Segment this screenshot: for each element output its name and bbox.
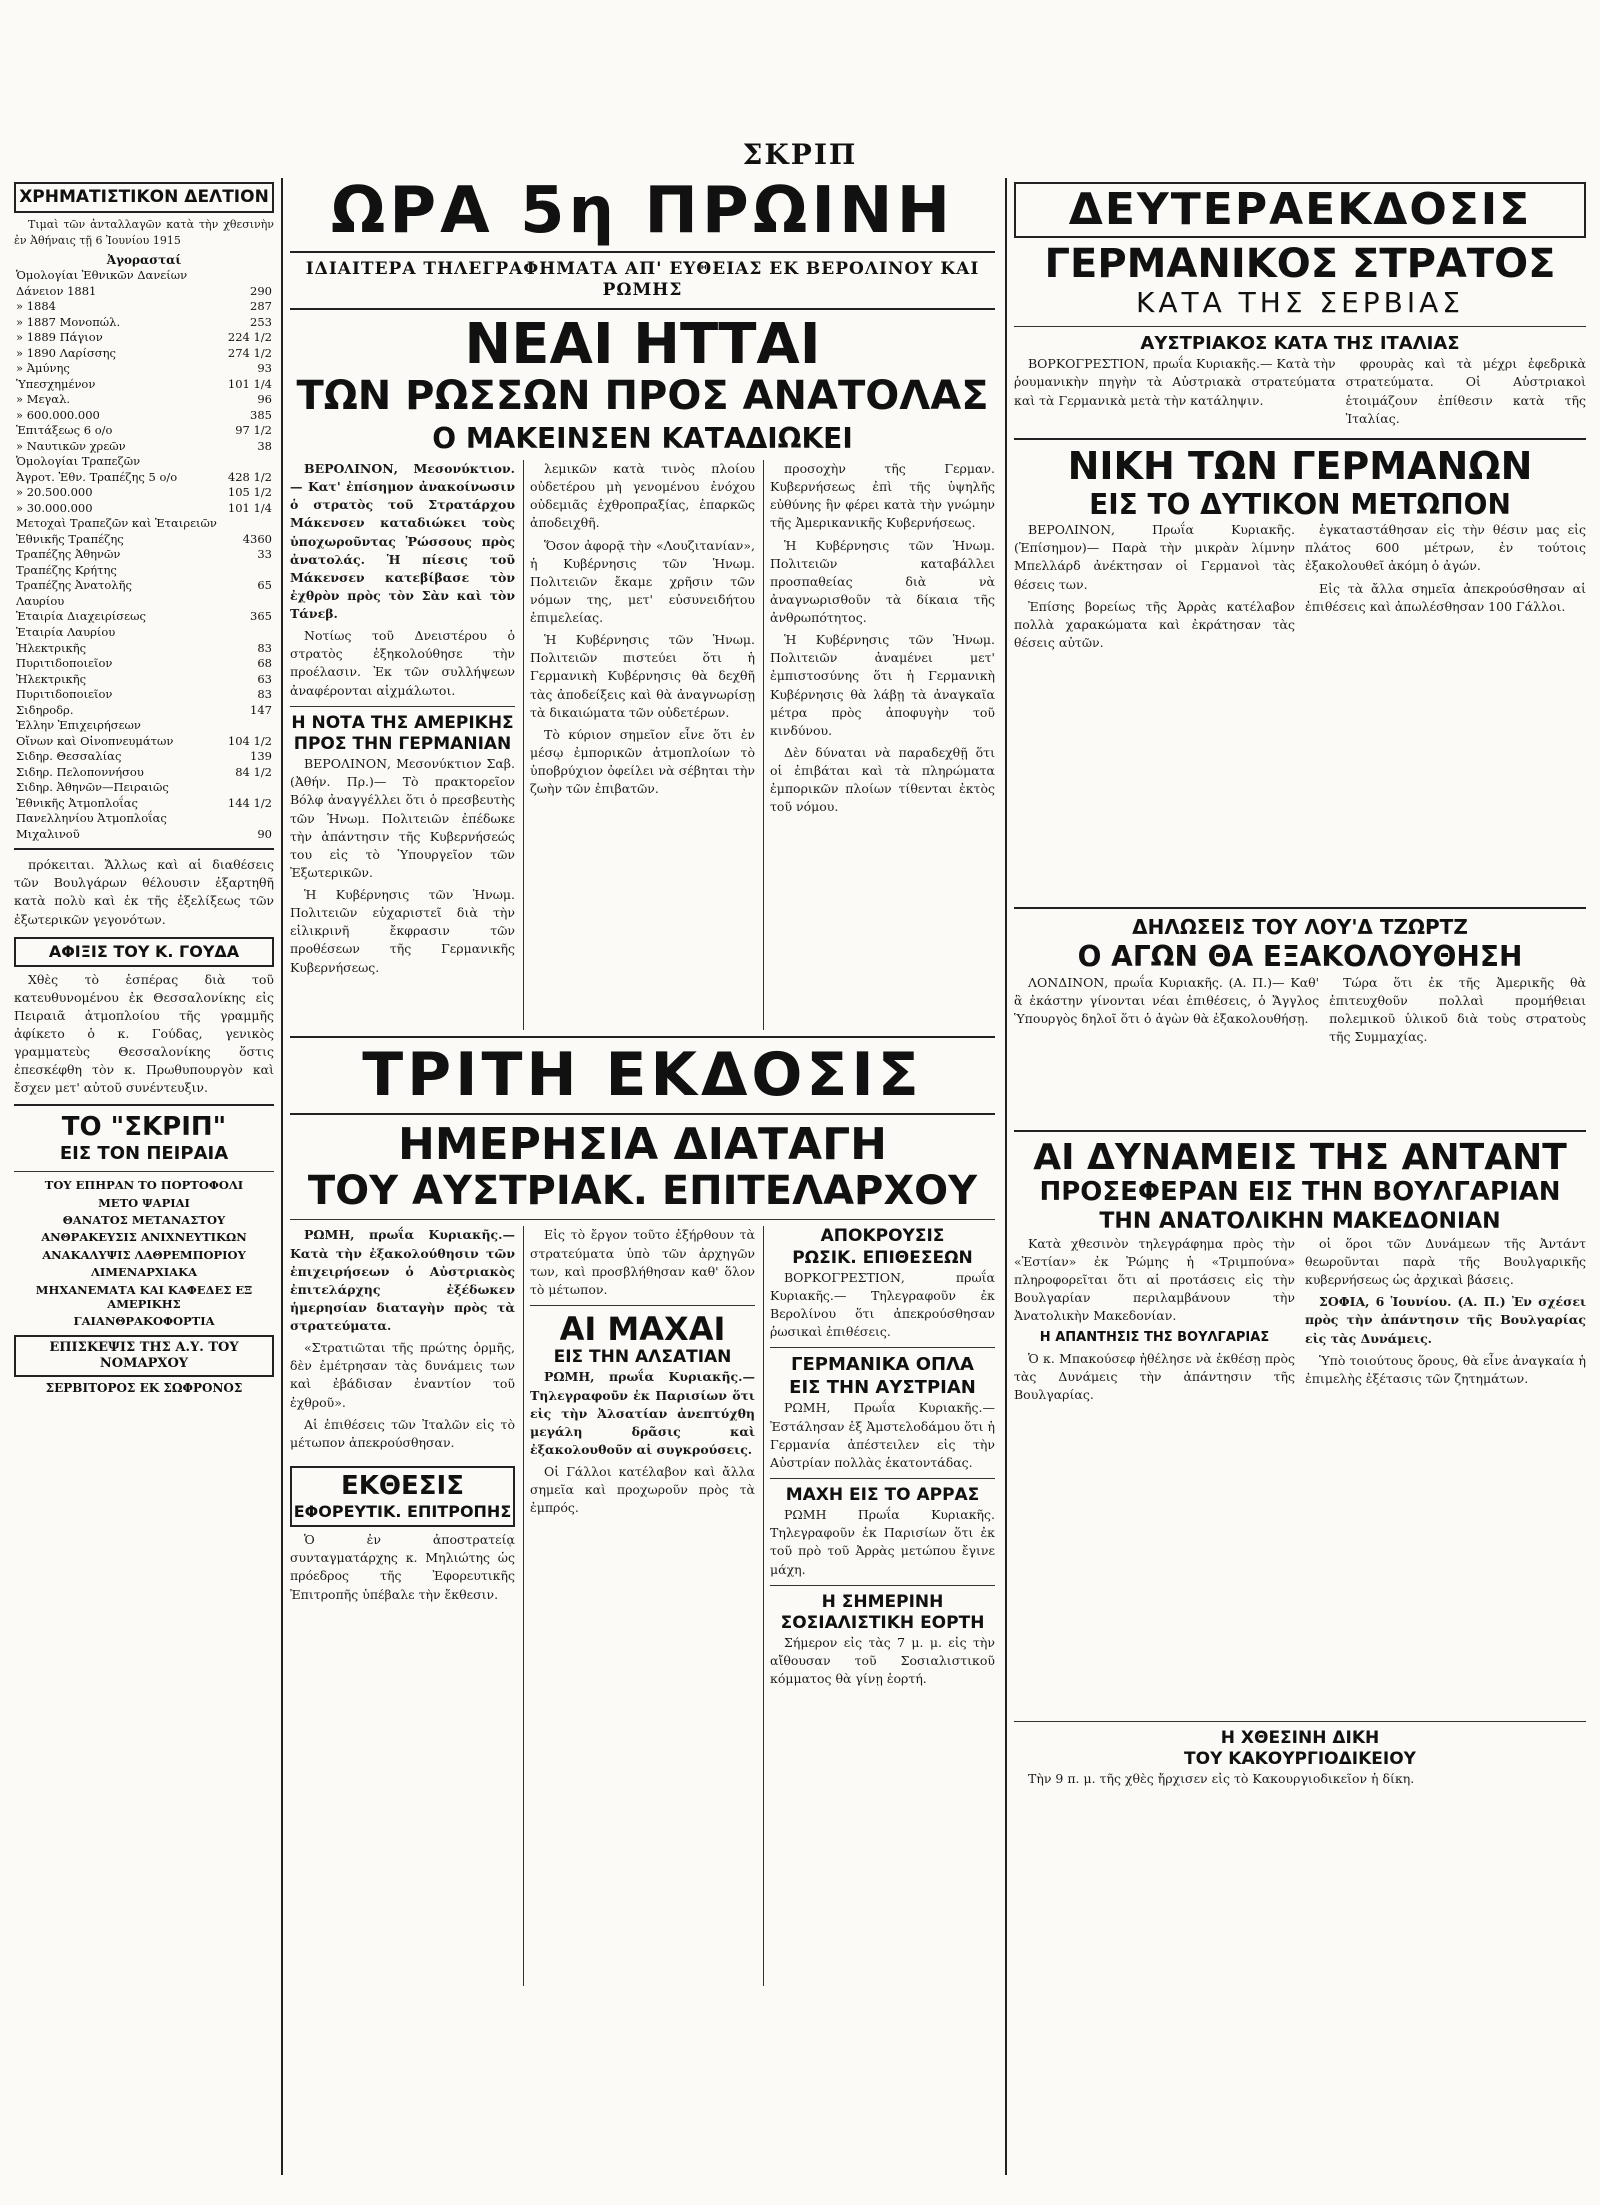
market-row — [14, 594, 274, 610]
piraeus-item-title: ΘΑΝΑΤΟΣ ΜΕΤΑΝΑΣΤΟΥ — [62, 1213, 226, 1228]
note-subtitle: ΠΡΟΣ ΤΗΝ ΓΕΡΜΑΝΙΑΝ — [293, 733, 512, 754]
market-name: Ὁμολογίαι Τραπεζῶν — [16, 454, 141, 469]
market-row — [14, 641, 274, 657]
market-name: Σιδηροδρ. — [16, 702, 74, 717]
market-name: » 1887 Μονοπώλ. — [16, 314, 121, 329]
piraeus-news-list — [14, 1178, 274, 1328]
market-row — [14, 811, 274, 827]
story-column: Εἰς τὸ ἔργον τοῦτο ἐξήρθουν τὰ στρατεύματα ὑπὸ τῶν ἀρχηγῶν των, καὶ προσβλήθησαν καθ' ὅλον τὸ μέτωπον. ΑΙ ΜΑΧΑΙ ΕΙΣ ΤΗΝ ΑΛΣΑΤΙΑΝ ΡΩΜΗ, πρωΐα Κυριακῆς.— Τηλεγραφοῦν ἐκ Παρισίων ὅτι εἰς τὴν Ἀλσατίαν ἀνεπτύχθη μεγάλη δρᾶσις καὶ ἐξακολουθοῦν αἱ συγκρούσεις. Οἱ Γάλλοι κατέλαβον καὶ ἄλλα σημεῖα καὶ προχωροῦν πρὸς τὰ ἐμπρός. — [523, 1226, 755, 1986]
market-value: 139 — [250, 749, 272, 764]
market-value: 253 — [250, 314, 272, 329]
headline-mackensen: Ο ΜΑΚΕΙΝΣΕΝ ΚΑΤΑΔΙΩΚΕΙ — [432, 422, 853, 456]
hour-banner: ΩΡΑ 5η ΠΡΩΙΝΗ — [330, 178, 955, 248]
market-row — [14, 672, 274, 688]
market-row — [14, 470, 274, 486]
story-column: ΡΩΜΗ, πρωΐα Κυριακῆς.— Κατὰ τὴν ἐξακολούθησιν τῶν ἐπιχειρήσεων ὁ Αὐστριακὸς ἐπιτελάρχης ἐξέδωκεν ἡμερησίαν διαταγὴν πρὸς τὰ στρατεύματα. «Στρατιῶται τῆς πρώτης ὁρμῆς, δὲν ἐμέτρησαν τὰς δυνάμεις των καὶ ἐβάδισαν ἐναντίον τοῦ ἐχθροῦ». Αἱ ἐπιθέσεις τῶν Ἰταλῶν εἰς τὸ μέτωπον ἀπεκρούσθησαν. ΕΚΘΕΣΙΣ ΕΦΟΡΕΥΤΙΚ. ΕΠΙΤΡΟΠΗΣ Ὁ ἐν ἀποστρατείᾳ συνταγματάρχης κ. Μηλιώτης ὡς πρόεδρος τῆς Ἐφορευτικῆς Ἐπιτροπῆς ὑπέβαλε τὴν ἔκθεσιν. — [290, 1227, 515, 1602]
market-row — [14, 315, 274, 331]
market-value: 428 1/2 — [227, 469, 272, 484]
army-title: ΓΕΡΜΑΝΙΚΟΣ ΣΤΡΑΤΟΣ — [1044, 241, 1556, 288]
army-subtitle: ΚΑΤΑ ΤΗΣ ΣΕΡΒΙΑΣ — [1135, 286, 1464, 320]
repulse-title: ΑΠΟΚΡΟΥΣΙΣ — [820, 1226, 945, 1247]
market-row — [14, 827, 274, 843]
article-text: Χθὲς τὸ ἑσπέρας διὰ τοῦ κατευθυνομένου ἐκ Θεσσαλονίκης εἰς Πειραιᾶ ἀτμοπλοίου τῆς γραμμῆς ἀφίκετο ὁ κ. Γούδας, γενικὸς γραμματεὺς Θεσσαλονίκης ὅστις ἐπεσκέφθη τὸν κ. Πρωθυπουργὸν καὶ ἔσχεν μετ' αὐτοῦ συνέντευξιν. — [14, 971, 274, 1096]
piraeus-item-title: ΤΟΥ ΕΠΗΡΑΝ ΤΟ ΠΟΡΤΟΦΟΛΙ — [44, 1178, 244, 1193]
market-row — [14, 501, 274, 517]
market-name: » 30.000.000 — [16, 500, 93, 515]
market-value: 33 — [257, 547, 272, 562]
market-name: Πανελληνίου Ἀτμοπλοΐας — [16, 811, 167, 826]
market-row — [14, 299, 274, 315]
market-value: 274 1/2 — [227, 345, 272, 360]
arras-title: ΜΑΧΗ ΕΙΣ ΤΟ ΑΡΡΑΣ — [785, 1484, 980, 1505]
market-value: 4360 — [242, 531, 272, 546]
battles-subtitle: ΕΙΣ ΤΗΝ ΑΛΣΑΤΙΑΝ — [553, 1347, 732, 1368]
waiter-line: ΣΕΡΒΙΤΟΡΟΣ ΕΚ ΣΩΦΡΟΝΟΣ — [45, 1381, 243, 1396]
market-value: 287 — [250, 299, 272, 314]
market-row — [14, 532, 274, 548]
market-value: 105 1/2 — [227, 485, 272, 500]
market-name: Ἑταιρία Λαυρίου — [16, 624, 116, 639]
market-value: 68 — [257, 656, 272, 671]
market-value: 290 — [250, 283, 272, 298]
victory-title: ΝΙΚΗ ΤΩΝ ΓΕΡΜΑΝΩΝ — [1067, 443, 1533, 488]
market-row — [14, 656, 274, 672]
order-title: ΗΜΕΡΗΣΙΑ ΔΙΑΤΑΓΗ — [398, 1119, 887, 1171]
report-subtitle: ΕΦΟΡΕΥΤΙΚ. ΕΠΙΤΡΟΠΗΣ — [293, 1502, 512, 1522]
market-row — [14, 578, 274, 594]
note-title: Η ΝΟΤΑ ΤΗΣ ΑΜΕΡΙΚΗΣ — [291, 712, 514, 733]
market-value: 93 — [257, 361, 272, 376]
victory-subtitle: ΕΙΣ ΤΟ ΔΥΤΙΚΟΝ ΜΕΤΩΠΟΝ — [1089, 487, 1511, 521]
piraeus-item-title: ΜΗΧΑΝΕΜΑΤΑ ΚΑΙ ΚΑΦΕΔΕΣ ΕΞ ΑΜΕΡΙΚΗΣ — [35, 1282, 253, 1311]
order-subtitle: ΤΟΥ ΑΥΣΤΡΙΑΚ. ΕΠΙΤΕΛΑΡΧΟΥ — [307, 1168, 978, 1215]
market-name: Ἑλλην Ἐπιχειρήσεων — [16, 718, 141, 733]
market-name: Πυριτιδοποιεῖον — [16, 687, 113, 702]
skrip-title: ΤΟ "ΣΚΡΙΠ" — [61, 1111, 227, 1142]
article-text: πρόκειται. Ἄλλως καὶ αἱ διαθέσεις τῶν Βουλγάρων θέλουσιν ἐξαρτηθῆ κατὰ πολὺ καὶ ἐκ τῆς ἐξελίξεως τῶν ἐξωτερικῶν γεγονότων. — [14, 857, 274, 927]
market-name: » 20.500.000 — [16, 485, 93, 500]
market-name: Σιδηρ. Ἀθηνῶν—Πειραιῶς — [16, 780, 169, 795]
headline-defeats: ΝΕΑΙ ΗΤΤΑΙ — [464, 311, 821, 377]
market-value: 90 — [257, 826, 272, 841]
bulgarian-note: Η ΑΠΑΝΤΗΣΙΣ ΤΗΣ ΒΟΥΛΓΑΡΙΑΣ — [1039, 1329, 1270, 1345]
telegrams-subhead: ΙΔΙΑΙΤΕΡΑ ΤΗΛΕΓΡΑΦΗΜΑΤΑ ΑΠ' ΕΥΘΕΙΑΣ ΕΚ ΒΕΡΟΛΙΝΟΥ ΚΑΙ ΡΩΜΗΣ — [305, 259, 980, 301]
today-title: Η ΣΗΜΕΡΙΝΗ — [821, 1591, 944, 1612]
entente-title: ΑΙ ΔΥΝΑΜΕΙΣ ΤΗΣ ΑΝΤΑΝΤ — [1033, 1136, 1567, 1178]
market-row — [14, 361, 274, 377]
market-name: Σιδηρ. Θεσσαλίας — [16, 749, 122, 764]
trial-title: Η ΧΘΕΣΙΝΗ ΔΙΚΗ — [1220, 1727, 1380, 1748]
column-rule — [281, 178, 283, 2175]
center-column — [290, 178, 995, 2175]
market-name: Ἠλεκτρικῆς — [16, 640, 87, 655]
market-name: Τραπέζης Ἀνατολῆς — [16, 578, 132, 593]
market-value: 83 — [257, 687, 272, 702]
right-column: ΔΕΥΤΕΡΑΕΚΔΟΣΙΣ ΓΕΡΜΑΝΙΚΟΣ ΣΤΡΑΤΟΣ ΚΑΤΑ ΤΗΣ ΣΕΡΒΙΑΣ ΑΥΣΤΡΙΑΚΟΣ ΚΑΤΑ ΤΗΣ ΙΤΑΛΙΑΣ ΒΟΡΚΟΓΡΕΣΤΙΟΝ, πρωΐα Κυριακῆς.— Κατὰ τὴν ῥουμανικὴν πηγὴν τὰ Αὐστριακὰ στρατεύματα καὶ τὰ Γερμανικὰ μετὰ τὴν κατάληψιν. φρουρὰς καὶ τὰ μέχρι ἐφεδρικὰ στρατεύματα. Οἱ Αὐστριακοὶ ἑτοιμάζουν ἐπίθεσιν κατὰ τῆς Ἰταλίας. ΝΙΚΗ ΤΩΝ ΓΕΡΜΑΝΩΝ ΕΙΣ ΤΟ ΔΥΤΙΚΟΝ ΜΕΤΩΠΟΝ ΒΕΡΟΛΙΝΟΝ, Πρωΐα Κυριακῆς. (Ἐπίσημον)— Παρὰ τὴν μικρὰν λίμνην Μπελλάρδ ἀνέκτησαν οἱ Γερμανοὶ τὰς θέσεις των. Ἐπίσης βορείως τῆς Ἀρρὰς κατέλαβον πολλὰ χαρακώματα καὶ ἐκράτησαν τὰς θέσεις αὐτῶν. ἐγκαταστάθησαν εἰς τὴν θέσιν μας εἰς πλάτος 600 μέτρων, ἐν τούτοις ἐξακολουθεῖ ἀκόμη ὁ ἀγών. Εἰς τὰ ἄλλα σημεῖα ἀπεκρούσθησαν αἱ ἐπιθέσεις καὶ ἀπωλέσθησαν 100 Γάλλοι. ΔΗΛΩΣΕΙΣ ΤΟΥ ΛΟΥ'Δ ΤΖΩΡΤΖ Ο ΑΓΩΝ ΘΑ ΕΞΑΚΟΛΟΥΘΗΣΗ ΛΟΝΔΙΝΟΝ, πρωΐα Κυριακῆς. (Α. Π.)— Καθ' ἃ ἐκάστην γίνονται νέαι ἐπιθέσεις, ὁ Ἄγγλος Ὑπουργὸς δηλοῖ ὅτι ὁ ἀγὼν θὰ ἐξακολουθήσῃ. Τώρα ὅτι ἐκ τῆς Ἀμερικῆς θὰ ἐπιτευχθοῦν πολλαὶ προμήθειαι πολεμικοῦ ὑλικοῦ διὰ τοὺς στρατοὺς τῆς Συμμαχίας. ΑΙ ΔΥΝΑΜΕΙΣ ΤΗΣ ΑΝΤΑΝΤ ΠΡΟΣΕΦΕΡΑΝ ΕΙΣ ΤΗΝ ΒΟΥΛΓΑΡΙΑΝ ΤΗΝ ΑΝΑΤΟΛΙΚΗΝ ΜΑΚΕΔΟΝΙΑΝ Κατὰ χθεσινὸν τηλεγράφημα πρὸς τὴν «Ἐστίαν» ἐκ Ῥώμης ἡ «Τριμπούνα» πληροφορεῖται ὅτι αἱ προτάσεις εἰς τὴν Βουλγαρίαν περιλαμβάνουν τὴν Ἀνατολικὴν Μακεδονίαν. Η ΑΠΑΝΤΗΣΙΣ ΤΗΣ ΒΟΥΛΓΑΡΙΑΣ Ὁ κ. Μπακούσεφ ἠθέλησε νὰ ἐκθέσῃ πρὸς τὰς Δυνάμεις τὴν ἀπάντησιν τῆς Βουλγαρίας. οἱ ὅροι τῶν Δυνάμεων τῆς Ἀντάντ θεωροῦνται παρὰ τῆς Βουλγαρικῆς κυβερνήσεως ὡς ἀρχικαὶ βάσεις. ΣΟΦΙΑ, 6 Ἰουνίου. (Α. Π.) Ἐν σχέσει πρὸς τὴν ἀπάντησιν τῆς Βουλγαρίας εἰς τὰς Δυνάμεις. Ὑπὸ τοιούτους ὅρους, θὰ εἶνε ἀναγκαία ἡ ἐπιμελὴς ἐξέτασις τῶν ζητημάτων. Η ΧΘΕΣΙΝΗ ΔΙΚΗ ΤΟΥ ΚΑΚΟΥΡΓΙΟΔΙΚΕΙΟΥ Τὴν 9 π. μ. τῆς χθὲς ἤρχισεν εἰς τὸ Κακουργιοδικεῖον ἡ δίκη. — [1014, 184, 1586, 1787]
market-name: Ὑπεσχημένον — [16, 376, 96, 391]
market-row — [14, 749, 274, 765]
entente-subtitle: ΠΡΟΣΕΦΕΡΑΝ ΕΙΣ ΤΗΝ ΒΟΥΛΓΑΡΙΑΝ — [1039, 1177, 1561, 1208]
market-value — [225, 516, 274, 532]
market-name: Ἀγροτ. Ἐθν. Τραπέζης 5 ο/ο — [16, 469, 178, 484]
market-value: 104 1/2 — [227, 733, 272, 748]
market-row — [14, 423, 274, 439]
third-edition-banner: ΤΡΙΤΗ ΕΚΔΟΣΙΣ — [362, 1040, 923, 1111]
gouda-title: ΑΦΙΞΙΣ ΤΟΥ Κ. ΓΟΥΔΑ — [48, 941, 240, 961]
market-row — [14, 625, 274, 641]
market-name: Ἐθνικῆς Ἀτμοπλοΐας — [16, 795, 138, 810]
market-name: Οἴνων καὶ Οἰνοπνευμάτων — [16, 733, 174, 748]
trial-subtitle: ΤΟΥ ΚΑΚΟΥΡΓΙΟΔΙΚΕΙΟΥ — [1184, 1749, 1416, 1770]
weapons-title: ΓΕΡΜΑΝΙΚΑ ΟΠΛΑ — [791, 1354, 974, 1376]
market-title: ΧΡΗΜΑΤΙΣΤΙΚΟΝ ΔΕΛΤΙΟΝ — [19, 187, 269, 207]
report-title: ΕΚΘΕΣΙΣ — [341, 1470, 464, 1501]
column-rule — [1005, 178, 1007, 2175]
market-name: Λαυρίου — [16, 593, 65, 608]
army-subtitle-2: ΑΥΣΤΡΙΑΚΟΣ ΚΑΤΑ ΤΗΣ ΙΤΑΛΙΑΣ — [1140, 332, 1460, 354]
market-value: 101 1/4 — [227, 500, 272, 515]
visit-title: ΕΠΙΣΚΕΨΙΣ ΤΗΣ Α.Υ. ΤΟΥ ΝΟΜΑΡΧΟΥ — [49, 1339, 239, 1371]
market-value: 96 — [257, 392, 272, 407]
market-row — [14, 547, 274, 563]
market-value — [225, 454, 274, 470]
market-name: » 1889 Πάγιον — [16, 330, 103, 345]
story-column: ΑΠΟΚΡΟΥΣΙΣ ΡΩΣΙΚ. ΕΠΙΘΕΣΕΩΝ ΒΟΡΚΟΓΡΕΣΤΙΟΝ, πρωΐα Κυριακῆς.— Τηλεγραφοῦν ἐκ Βερολίνου ὅτι ἀπεκρούσθησαν ῥωσικαὶ ἐπιθέσεις. ΓΕΡΜΑΝΙΚΑ ΟΠΛΑ ΕΙΣ ΤΗΝ ΑΥΣΤΡΙΑΝ ΡΩΜΗ, Πρωΐα Κυριακῆς.— Ἐστάλησαν ἐξ Ἀμστελοδάμου ὅτι ἡ Γερμανία ἀπέστειλεν εἰς τὴν Αὐστρίαν πολλὰς ἑκατοντάδας. ΜΑΧΗ ΕΙΣ ΤΟ ΑΡΡΑΣ ΡΩΜΗ Πρωΐα Κυριακῆς. Τηλεγραφοῦν ἐκ Παρισίων ὅτι ἐκ τοῦ πρὸ τοῦ Ἀρρὰς μετώπου ἔγινε μάχη. Η ΣΗΜΕΡΙΝΗ ΣΟΣΙΑΛΙΣΤΙΚΗ ΕΟΡΤΗ Σήμερον εἰς τὰς 7 μ. μ. εἰς τὴν αἴθουσαν τοῦ Σοσιαλιστικοῦ κόμματος θὰ γίνῃ ἑορτή. — [763, 1226, 995, 1986]
today-subtitle: ΣΟΣΙΑΛΙΣΤΙΚΗ ΕΟΡΤΗ — [780, 1612, 985, 1633]
skrip-subtitle: ΕΙΣ ΤΟΝ ΠΕΙΡΑΙΑ — [59, 1142, 229, 1164]
market-value — [225, 268, 274, 284]
second-edition-box — [1014, 182, 1586, 238]
headline-russians: ΤΩΝ ΡΩΣΣΩΝ ΠΡΟΣ ΑΝΑΤΟΛΑΣ — [296, 373, 989, 420]
market-name: Τραπέζης Ἀθηνῶν — [16, 547, 121, 562]
market-row — [14, 330, 274, 346]
piraeus-item-title: ΛΙΜΕΝΑΡΧΙΑΚΑ — [90, 1265, 198, 1280]
market-row — [14, 454, 274, 470]
market-name: » 1890 Λαρίσσης — [16, 345, 116, 360]
market-value: 147 — [250, 702, 272, 717]
market-value — [225, 594, 274, 610]
market-name: Ἠλεκτρικῆς — [16, 671, 87, 686]
market-subtitle: Ἀγορασταί — [106, 253, 182, 268]
george-subtitle: Ο ΑΓΩΝ ΘΑ ΕΞΑΚΟΛΟΥΘΗΣΗ — [1077, 940, 1523, 974]
story-column: προσοχὴν τῆς Γερμαν. Κυβερνήσεως ἐπὶ τῆς ὑψηλῆς εὐθύνης ἣν φέρει κατὰ τὴν γνώμην τῆς Ἀμερικανικῆς Κυβερνήσεως. Ἡ Κυβέρνησις τῶν Ἡνωμ. Πολιτειῶν καταβάλλει προσπαθείας διὰ νὰ ἀναγνωρισθοῦν τὰ δίκαια τῆς ἀνθρωπότητος. Ἡ Κυβέρνησις τῶν Ἡνωμ. Πολιτειῶν ἀναμένει μετ' ἐμπιστοσύνης ὅτι ἡ Γερμανικὴ Κυβέρνησις θὰ λάβῃ τὰ ἀναγκαῖα μέτρα πρὸς ἀποφυγὴν τοῦ κινδύνου. Δὲν δύναται νὰ παραδεχθῇ ὅτι οἱ ἐπιβάται καὶ τὰ πληρώματα ἐμπορικῶν πλοίων τίθενται ἐκτὸς τοῦ νόμου. — [763, 460, 995, 1030]
market-name: » 600.000.000 — [16, 407, 100, 422]
market-name: Ὁμολογίαι Ἐθνικῶν Δανείων — [16, 268, 188, 283]
visit-box — [14, 1335, 274, 1378]
gouda-headline-box — [14, 937, 274, 967]
market-name: Ἐπιτάξεως 6 ο/ο — [16, 423, 113, 438]
market-row — [14, 734, 274, 750]
battles-title: ΑΙ ΜΑΧΑΙ — [559, 1309, 726, 1348]
entente-subtitle-2: ΤΗΝ ΑΝΑΤΟΛΙΚΗΝ ΜΑΚΕΔΟΝΙΑΝ — [1099, 1208, 1501, 1234]
market-name: » Ἀμύνης — [16, 361, 70, 376]
market-row — [14, 687, 274, 703]
market-name: Ἐθνικῆς Τραπέζης — [16, 531, 124, 546]
market-row — [14, 284, 274, 300]
left-column — [14, 178, 274, 2175]
market-value — [225, 811, 274, 827]
market-name: » Ναυτικῶν χρεῶν — [16, 438, 126, 453]
market-name: Πυριτιδοποιεῖον — [16, 656, 113, 671]
market-name: Τραπέζης Κρήτης — [16, 562, 117, 577]
masthead-title: ΣΚΡΙΠ — [742, 138, 858, 171]
market-value — [225, 780, 274, 796]
repulse-subtitle: ΡΩΣΙΚ. ΕΠΙΘΕΣΕΩΝ — [792, 1247, 973, 1268]
market-row — [14, 392, 274, 408]
second-edition-banner: ΔΕΥΤΕΡΑΕΚΔΟΣΙΣ — [1068, 184, 1532, 235]
market-name: Σιδηρ. Πελοποννήσου — [16, 764, 144, 779]
market-value — [225, 718, 274, 734]
market-row — [14, 485, 274, 501]
george-title: ΔΗΛΩΣΕΙΣ ΤΟΥ ΛΟΥ'Δ ΤΖΩΡΤΖ — [1132, 915, 1468, 940]
market-value: 101 1/4 — [227, 376, 272, 391]
market-row — [14, 377, 274, 393]
market-name: Ἑταιρία Διαχειρίσεως — [16, 609, 146, 624]
market-row — [14, 516, 274, 532]
weapons-subtitle: ΕΙΣ ΤΗΝ ΑΥΣΤΡΙΑΝ — [789, 1376, 976, 1398]
market-row — [14, 796, 274, 812]
market-value: 144 1/2 — [227, 795, 272, 810]
market-row — [14, 703, 274, 719]
market-row — [14, 563, 274, 579]
market-value: 84 1/2 — [235, 764, 272, 779]
piraeus-item-title: ΜΕΤΟ ΨΑΡΙΑΙ — [98, 1195, 190, 1210]
market-value: 385 — [250, 407, 272, 422]
market-value: 65 — [257, 578, 272, 593]
market-row — [14, 408, 274, 424]
piraeus-item-title: ΓΑΙΑΝΘΡΑΚΟΦΟΡΤΙΑ — [73, 1314, 215, 1329]
market-row — [14, 609, 274, 625]
report-box — [290, 1466, 515, 1527]
market-value: 97 1/2 — [235, 423, 272, 438]
market-intro: Τιμαὶ τῶν ἀνταλλαγῶν κατὰ τὴν χθεσινὴν ἐν Ἀθήναις τῇ 6 Ἰουνίου 1915 — [14, 218, 274, 248]
market-name: » 1884 — [16, 299, 56, 314]
market-name: Δάνειον 1881 — [16, 283, 97, 298]
market-row — [14, 268, 274, 284]
market-value: 224 1/2 — [227, 330, 272, 345]
market-value: 83 — [257, 640, 272, 655]
market-row — [14, 439, 274, 455]
market-row — [14, 718, 274, 734]
market-value: 365 — [250, 609, 272, 624]
market-value: 38 — [257, 438, 272, 453]
market-table — [14, 268, 274, 842]
market-name: Μετοχαὶ Τραπεζῶν καὶ Ἑταιρειῶν — [16, 516, 217, 531]
market-row — [14, 780, 274, 796]
piraeus-item-title: ΑΝΘΡΑΚΕΥΣΙΣ ΑΝΙΧΝΕΥΤΙΚΩΝ — [41, 1230, 247, 1245]
market-value: 63 — [257, 671, 272, 686]
market-row — [14, 346, 274, 362]
market-name: Μιχαλινοῦ — [16, 826, 80, 841]
piraeus-item-title: ΑΝΑΚΑΛΥΨΙΣ ΛΑΘΡΕΜΠΟΡΙΟΥ — [42, 1247, 246, 1262]
story-column: ΒΕΡΟΛΙΝΟΝ, Μεσονύκτιον.— Κατ' ἐπίσημον ἀνακοίνωσιν ὁ στρατὸς τοῦ Στρατάρχου Μάκενσεν καταδιώκει τοὺς ὑποχωροῦντας Ῥώσσους πρὸς ἀνατολάς. Ἡ πίεσις τοῦ Μάκενσεν κατεβίβασε τὸν ἐχθρὸν πρὸς τὸν Σὰν καὶ τὸν Τάνεβ. Νοτίως τοῦ Δνειστέρου ὁ στρατὸς ἐξηκολούθησε τὴν προέλασιν. Ἐκ τῶν συλλήψεων ἀναφέρονται αἰχμάλωτοι. Η ΝΟΤΑ ΤΗΣ ΑΜΕΡΙΚΗΣ ΠΡΟΣ ΤΗΝ ΓΕΡΜΑΝΙΑΝ ΒΕΡΟΛΙΝΟΝ, Μεσονύκτιον Σαβ. (Ἀθήν. Πρ.)— Τὸ πρακτορεῖον Βόλφ ἀναγγέλλει ὅτι ὁ πρεσβευτὴς τῶν Ἡνωμ. Πολιτειῶν ἐπέδωκε τὴν ἀπάντησιν τῆς Κυβερνήσεώς του εἰς τὸ Ὑπουργεῖον τῶν Ἐξωτερικῶν. Ἡ Κυβέρνησις τῶν Ἡνωμ. Πολιτειῶν εὐχαριστεῖ διὰ τὴν εἰλικρινῆ ἔκφρασιν τῶν προθέσεων τῆς Γερμανικῆς Κυβερνήσεως. — [290, 461, 515, 975]
market-bulletin — [14, 182, 274, 213]
market-value — [225, 563, 274, 579]
market-row — [14, 765, 274, 781]
story-column: λεμικῶν κατὰ τινὸς πλοίου οὐδετέρου μὴ γενομένου ἐνόχου οὐδεμιᾶς ἐχθροπραξίας, ἐπαρκῶς ἀποδειχθῆ. Ὅσον ἀφορᾷ τὴν «Λουζιτανίαν», ἡ Κυβέρνησις τῶν Ἡνωμ. Πολιτειῶν ἔκαμε χρῆσιν τῶν νόμων της, μετ' εὐσυνειδήτου ἐπιμελείας. Ἡ Κυβέρνησις τῶν Ἡνωμ. Πολιτειῶν πιστεύει ὅτι ἡ Γερμανικὴ Κυβέρνησις θὰ δεχθῆ τὰς ἀποδείξεις καὶ θὰ ἀναγνωρίσῃ τὰ δικαιώματα τῶν οὐδετέρων. Τὸ κύριον σημεῖον εἶνε ὅτι ἐν μέσῳ ἐμπορικῶν ἀτμοπλοίων τὸ ὑποβρύχιον ὀφείλει νὰ σέβηται τὴν ζωὴν τῶν ἐπιβατῶν. — [523, 460, 755, 1030]
market-value — [225, 625, 274, 641]
market-name: » Μεγαλ. — [16, 392, 71, 407]
